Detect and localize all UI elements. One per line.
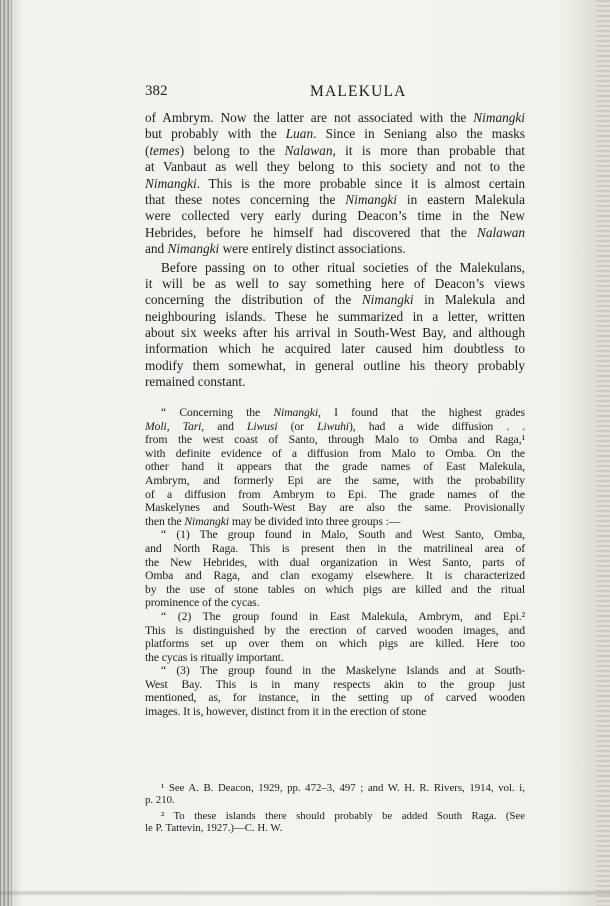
quote-line: and North Raga. This is present then in the matrilineal area of: [145, 541, 525, 555]
italic-term: temes: [149, 142, 180, 158]
italic-term: Liwuhi: [317, 419, 349, 433]
body-line: Before passing on to other ritual societies of the Malekulans,: [161, 259, 525, 275]
italic-term: Nimangki: [167, 241, 220, 257]
quote-line: “ Concerning the Nimangki, I found that the highest grades: [161, 406, 525, 419]
main-body-text: [145, 110, 525, 391]
body-line: at Vanbaut as well they belong to this society and not to the: [145, 159, 525, 175]
italic-term: Nimangki: [273, 406, 319, 419]
page-edge-shadow: [596, 0, 610, 906]
italic-term: Tari: [182, 419, 202, 433]
quote-paragraph: [145, 610, 525, 664]
book-binding-edge: [0, 0, 12, 906]
body-line: (temes) belong to the Nalawan, it is more than probable that: [145, 142, 525, 158]
quote-line: Omba and Raga, and clan exogamy elsewhere. It is characterized: [145, 569, 525, 583]
body-line: remained constant.: [145, 374, 246, 390]
page-header: [145, 83, 525, 107]
quote-line: “ (3) The group found in the Maskelyne Islands and at South-: [161, 664, 525, 678]
quote-line: This is distinguished by the erection of carved wooden images, and: [145, 623, 525, 637]
body-line: were collected very early during Deacon’s time in the New: [145, 208, 525, 224]
footnote-line: ¹ See A. B. Deacon, 1929, pp. 472–3, 497 ; and W. H. R. Rivers, 1914, vol. i,: [161, 782, 525, 794]
running-head: MALEKULA: [310, 83, 407, 100]
body-line: information which he acquired later caused him doubtless to: [145, 341, 525, 357]
quote-line: other hand it appears that the grade names of East Malekula,: [145, 460, 525, 474]
italic-term: Nalawan: [476, 224, 525, 240]
page-number: 382: [145, 83, 168, 99]
italic-term: Nalawan: [284, 142, 333, 158]
block-quote-letter: [145, 406, 525, 719]
footnote-line: ² To these islands there should probably be added South Raga. (See: [161, 809, 525, 822]
quote-line: of a diffusion from Ambrym to Epi. The grade names of the: [145, 487, 525, 501]
quote-line: mentioned, as, for instance, in the setting up of carved wooden: [145, 691, 525, 705]
body-paragraph: [145, 260, 525, 391]
italic-term: Nimangki: [345, 191, 397, 207]
italic-term: Nimangki: [361, 292, 414, 308]
quote-line: the cycas is ritually important.: [145, 650, 284, 664]
footnote-line: p. 210.: [145, 794, 175, 807]
body-line: about six weeks after his arrival in South-West Bay, and although: [145, 325, 525, 341]
italic-term: Nimangki: [184, 514, 230, 528]
footnote-line: le P. Tattevin, 1927.)—C. H. W.: [145, 822, 283, 835]
quote-line: platforms set up over them on which pigs are killed. Here too: [145, 637, 525, 651]
quote-line: Ambrym, and formerly Epi are the same, with the probability: [145, 473, 525, 487]
italic-term: Liwusi: [246, 419, 278, 433]
footnotes: [145, 782, 525, 835]
quote-paragraph: [145, 406, 525, 528]
body-line: it will be as well to say something here of Deacon’s views: [145, 275, 525, 291]
quote-line: with definite evidence of a diffusion from Malo to Omba. On the: [145, 446, 525, 460]
footnote-paragraph: [145, 810, 525, 835]
quote-line: by the use of stone tables on which pigs are killed and the ritual: [145, 582, 525, 596]
footnote-paragraph: [145, 782, 525, 807]
quote-line: “ (2) The group found in East Malekula, Ambrym, and Epi.²: [161, 609, 525, 623]
quote-line: then the Nimangki may be divided into three groups :—: [145, 514, 401, 528]
body-line: modify them somewhat, in general outline his theory probably: [145, 357, 525, 373]
body-paragraph: [145, 110, 525, 258]
body-line: and Nimangki were entirely distinct associations.: [145, 241, 406, 257]
quote-line: from the west coast of Santo, through Malo to Omba and Raga,¹: [145, 433, 525, 447]
body-line: of Ambrym. Now the latter are not associated with the Nimangki: [145, 110, 525, 125]
quote-line: the New Hebrides, with dual organization in West Santo, parts of: [145, 555, 525, 569]
quote-line: images. It is, however, distinct from it in the erection of stone: [145, 705, 427, 719]
body-line: neighbouring islands. These he summarized in a letter, written: [145, 308, 525, 324]
italic-term: Luan: [285, 126, 314, 142]
body-line: but probably with the Luan. Since in Seniang also the masks: [145, 126, 525, 142]
italic-term: Nimangki: [145, 175, 197, 191]
quote-line: West Bay. This is in many respects akin to the group just: [145, 677, 525, 691]
quote-line: Moli, Tari, and Liwusi (or Liwuhi), had a wide diffusion . .: [145, 419, 525, 433]
body-line: concerning the distribution of the Nimangki in Malekula and: [145, 292, 525, 308]
quote-line: “ (1) The group found in Malo, South and West Santo, Omba,: [161, 528, 525, 542]
italic-term: Nimangki: [473, 110, 525, 125]
body-line: Hebrides, before he himself had discovered that the Nalawan: [145, 224, 525, 240]
quote-line: Maskelynes and South-West Bay are also the same. Provisionally: [145, 501, 525, 515]
body-line: that these notes concerning the Nimangki in eastern Malekula: [145, 191, 525, 207]
quote-line: prominence of the cycas.: [145, 596, 260, 610]
italic-term: Moli: [145, 419, 167, 433]
quote-paragraph: [145, 664, 525, 718]
quote-paragraph: [145, 528, 525, 610]
body-line: Nimangki. This is the more probable since it is almost certain: [145, 175, 525, 191]
scan-bottom-edge: [0, 890, 610, 896]
